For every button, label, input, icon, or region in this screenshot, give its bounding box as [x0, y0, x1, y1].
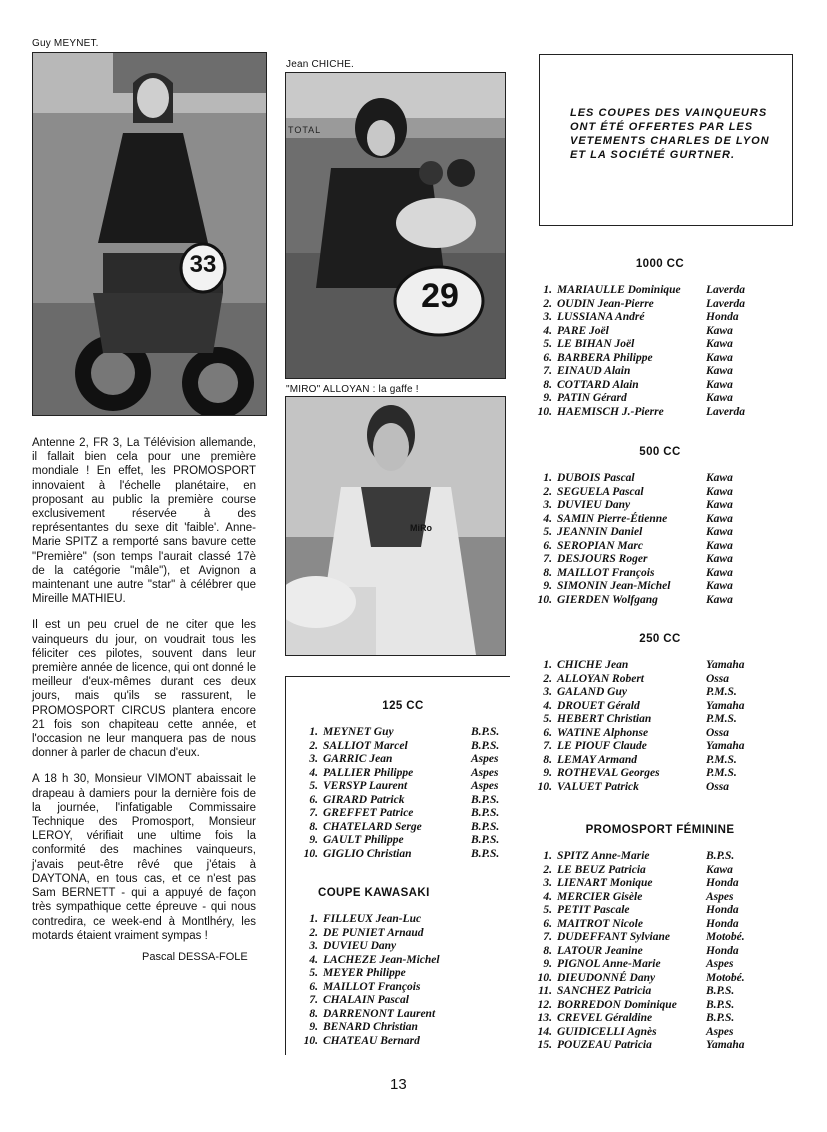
result-row — [530, 754, 790, 768]
result-make: B.P.S. — [471, 847, 500, 860]
photo-caption-miro: "MIRO" ALLOYAN : la gaffe ! — [286, 384, 419, 395]
result-rider-name: LE BIHAN Joël — [557, 338, 635, 350]
result-rank: 1. — [543, 659, 552, 671]
result-rank: 8. — [309, 820, 318, 833]
result-row — [530, 877, 790, 891]
result-make: Laverda — [706, 284, 745, 296]
result-row — [296, 834, 510, 848]
result-make: Yamaha — [706, 740, 745, 752]
result-rank: 4. — [543, 512, 552, 525]
result-rider-name: POUZEAU Patricia — [557, 1039, 652, 1051]
results-125cc — [296, 700, 510, 861]
result-row — [296, 726, 510, 740]
result-make: Ossa — [706, 780, 730, 793]
article-signature: Pascal DESSA-FOLE — [142, 951, 248, 963]
result-rank: 10. — [537, 405, 552, 418]
result-rider-name: DIEUDONNÉ Dany — [557, 971, 656, 984]
result-make: Laverda — [706, 405, 745, 418]
result-make: Kawa — [706, 351, 733, 364]
result-make: Honda — [706, 944, 739, 957]
photo-caption-guy: Guy MEYNET. — [32, 38, 99, 49]
result-rider-name: PETIT Pascale — [557, 904, 630, 916]
result-make: Kawa — [706, 512, 733, 525]
result-rank: 8. — [309, 1007, 318, 1020]
result-row — [530, 526, 790, 540]
result-make: Motobé. — [706, 931, 745, 943]
result-make: B.P.S. — [706, 998, 735, 1011]
result-rider-name: HAEMISCH J.-Pierre — [557, 405, 664, 418]
result-row — [296, 821, 510, 835]
result-row — [530, 891, 790, 905]
result-rank: 15. — [537, 1039, 552, 1051]
result-rider-name: DUVIEU Dany — [557, 499, 631, 511]
result-make: Kawa — [706, 392, 733, 404]
result-rank: 2. — [543, 297, 552, 310]
track-banner-text: TOTAL — [288, 125, 322, 135]
race-plate-number: 33 — [189, 251, 217, 278]
results-title: 500 CC — [639, 446, 681, 458]
result-make: Aspes — [471, 780, 499, 792]
result-rank: 1. — [543, 472, 552, 484]
result-rank: 13. — [537, 1012, 552, 1024]
results-1000cc — [530, 258, 790, 419]
result-rider-name: VERSYP Laurent — [323, 780, 408, 792]
result-make: Kawa — [706, 338, 733, 350]
result-rider-name: LATOUR Jeanine — [557, 944, 643, 957]
result-rider-name: PIGNOL Anne-Marie — [557, 958, 661, 970]
result-make: B.P.S. — [706, 850, 735, 862]
result-rank: 3. — [543, 499, 552, 511]
results-500cc — [530, 446, 790, 607]
result-rank: 7. — [309, 807, 318, 819]
result-row — [530, 1039, 790, 1053]
result-rank: 3. — [309, 940, 318, 952]
result-make: Kawa — [706, 580, 733, 592]
result-make: Ossa — [706, 726, 730, 739]
result-make: Yamaha — [706, 1039, 745, 1051]
result-rider-name: CHATELARD Serge — [323, 820, 422, 833]
result-rank: 1. — [309, 913, 318, 925]
result-row — [530, 284, 790, 298]
result-rider-name: CHICHE Jean — [557, 659, 629, 671]
result-rider-name: DE PUNIET Arnaud — [323, 926, 424, 939]
result-make: Kawa — [706, 863, 733, 876]
result-row — [530, 700, 790, 714]
result-make: Kawa — [706, 566, 733, 579]
result-row — [296, 1021, 510, 1035]
results-title: 250 CC — [639, 633, 681, 645]
result-rider-name: HEBERT Christian — [557, 713, 652, 725]
result-rank: 11. — [538, 985, 552, 997]
result-rider-name: PALLIER Philippe — [323, 766, 414, 779]
result-rank: 5. — [309, 967, 318, 979]
article-paragraph-3: A 18 h 30, Monsieur VIMONT abaissait le drapeau à damiers pour la dernière fois de la journée, l'infatigable Commissaire Technique des Promosport, Monsieur LEROY, vérifiait une ultime fois la conformité des machines vainqueurs, j'avais peut-être rêvé que j'étais à DAYTONA, en tous cas, et ce n'est pas Sam BERNETT - qui a appuyé de façon très sympathique cette épreuve - qui nous contredira, ce week-end à Montlhéry, les motards étaient vraiment sympas ! — [32, 773, 256, 942]
result-make: Aspes — [471, 753, 499, 765]
result-make: P.M.S. — [706, 713, 737, 725]
result-row — [530, 594, 790, 608]
result-rider-name: SEROPIAN Marc — [557, 539, 643, 552]
result-rider-name: LUSSIANA André — [557, 311, 645, 323]
result-rank: 6. — [543, 351, 552, 364]
result-rank: 8. — [543, 753, 552, 766]
result-rider-name: ALLOYAN Robert — [557, 672, 644, 685]
result-row — [530, 567, 790, 581]
result-rider-name: DARRENONT Laurent — [323, 1007, 436, 1020]
article-paragraph-2: Il est un peu cruel de ne citer que les vainqueurs du jour, on voudrait tous les féliciter ces pilotes, souvent dans leur première année de licence, qui ont donné le meilleur d'eux-mêmes durant ces deux jours, mais qu'ils se rassurent, le PROMOSPORT CIRCUS plantera encore 21 fois son chapiteau cette année, et l'occasion ne leur manquera pas de nous donner à parler de chacun d'eux. — [32, 619, 256, 760]
result-rider-name: SAMIN Pierre-Étienne — [557, 512, 668, 525]
result-row — [530, 1012, 790, 1026]
result-row — [530, 659, 790, 673]
result-rider-name: GALAND Guy — [557, 686, 627, 698]
result-rank: 10. — [303, 1034, 318, 1047]
result-rank: 5. — [309, 780, 318, 792]
result-row — [296, 1035, 510, 1049]
result-row — [530, 406, 790, 420]
result-row — [296, 994, 510, 1008]
result-make: Kawa — [706, 378, 733, 391]
results-title: COUPE KAWASAKI — [318, 887, 430, 899]
result-row — [530, 379, 790, 393]
result-rank: 9. — [543, 958, 552, 970]
result-rank: 5. — [543, 338, 552, 350]
result-make: Kawa — [706, 324, 733, 337]
result-rider-name: PARE Joël — [557, 324, 609, 337]
result-rank: 10. — [537, 780, 552, 793]
result-make: B.P.S. — [706, 985, 735, 997]
result-make: P.M.S. — [706, 686, 737, 698]
result-row — [530, 958, 790, 972]
result-rank: 2. — [543, 672, 552, 685]
result-row — [530, 311, 790, 325]
result-rank: 7. — [543, 931, 552, 943]
result-make: P.M.S. — [706, 753, 737, 766]
result-rank: 2. — [309, 739, 318, 752]
result-rider-name: VALUET Patrick — [557, 780, 639, 793]
result-rider-name: GIGLIO Christian — [323, 847, 412, 860]
result-make: Kawa — [706, 593, 733, 606]
result-rank: 9. — [543, 767, 552, 779]
result-make: Aspes — [706, 890, 734, 903]
result-rider-name: MAILLOT François — [557, 566, 655, 579]
result-row — [296, 954, 510, 968]
result-rider-name: SEGUELA Pascal — [557, 485, 644, 498]
result-make: Kawa — [706, 485, 733, 498]
result-rider-name: LEMAY Armand — [557, 753, 637, 766]
result-rank: 1. — [543, 850, 552, 862]
result-row — [296, 740, 510, 754]
result-rider-name: WATINE Alphonse — [557, 726, 649, 739]
result-rank: 4. — [543, 699, 552, 712]
result-make: Honda — [706, 904, 739, 916]
result-row — [530, 945, 790, 959]
sponsor-note-text: LES COUPES DES VAINQUEURS ONT ÉTÉ OFFERTES PAR LES VETEMENTS CHARLES DE LYON ET LA SOCIÉTÉ GURTNER. — [570, 107, 770, 161]
result-row — [296, 807, 510, 821]
result-row — [530, 904, 790, 918]
result-rank: 4. — [309, 766, 318, 779]
result-rider-name: CHATEAU Bernard — [323, 1034, 420, 1047]
result-make: Kawa — [706, 499, 733, 511]
result-rank: 8. — [543, 378, 552, 391]
result-make: B.P.S. — [471, 834, 500, 846]
result-row — [530, 767, 790, 781]
result-rank: 10. — [537, 971, 552, 984]
result-make: B.P.S. — [471, 793, 500, 806]
result-rider-name: LE BEUZ Patricia — [557, 863, 646, 876]
result-rank: 5. — [543, 904, 552, 916]
result-rider-name: BENARD Christian — [323, 1021, 418, 1033]
result-rider-name: LACHEZE Jean-Michel — [323, 953, 440, 966]
result-row — [296, 753, 510, 767]
result-rider-name: DUDEFFANT Sylviane — [557, 931, 670, 943]
result-rider-name: PATIN Gérard — [557, 392, 627, 404]
result-rank: 5. — [543, 526, 552, 538]
result-rank: 9. — [543, 580, 552, 592]
result-row — [530, 513, 790, 527]
result-row — [530, 1026, 790, 1040]
result-make: Kawa — [706, 539, 733, 552]
result-rider-name: OUDIN Jean-Pierre — [557, 297, 654, 310]
result-rank: 9. — [309, 834, 318, 846]
result-row — [296, 981, 510, 995]
result-make: Honda — [706, 877, 739, 889]
result-row — [296, 767, 510, 781]
result-rank: 6. — [309, 793, 318, 806]
race-plate-number: 29 — [421, 277, 459, 315]
result-rider-name: ROTHEVAL Georges — [557, 767, 660, 779]
result-row — [530, 338, 790, 352]
result-make: Kawa — [706, 526, 733, 538]
result-make: Honda — [706, 917, 739, 930]
result-rider-name: DROUET Gérald — [557, 699, 640, 712]
result-rank: 1. — [309, 726, 318, 738]
result-row — [530, 864, 790, 878]
result-rider-name: GUIDICELLI Agnès — [557, 1025, 657, 1038]
result-rank: 4. — [543, 890, 552, 903]
result-rider-name: SIMONIN Jean-Michel — [557, 580, 671, 592]
result-rank: 3. — [309, 753, 318, 765]
result-row — [530, 298, 790, 312]
result-make: Ossa — [706, 672, 730, 685]
result-rider-name: LIENART Monique — [557, 877, 653, 889]
result-rank: 10. — [537, 593, 552, 606]
result-row — [296, 927, 510, 941]
result-rider-name: DUBOIS Pascal — [557, 472, 635, 484]
result-make: Motobé. — [706, 971, 745, 984]
result-rider-name: GREFFET Patrice — [323, 807, 414, 819]
results-title: 1000 CC — [635, 258, 685, 270]
result-rider-name: MAILLOT François — [323, 980, 421, 993]
result-rider-name: MEYNET Guy — [323, 726, 394, 738]
result-make: Yamaha — [706, 699, 745, 712]
result-row — [296, 794, 510, 808]
result-make: B.P.S. — [471, 739, 500, 752]
photo-miro-alloyan — [285, 396, 506, 656]
result-rank: 10. — [303, 847, 318, 860]
result-rank: 8. — [543, 944, 552, 957]
sponsor-note — [570, 106, 775, 162]
result-rider-name: DESJOURS Roger — [557, 553, 648, 565]
photo-jean-chiche — [285, 72, 506, 379]
result-row — [296, 913, 510, 927]
result-row — [530, 727, 790, 741]
article-paragraph-1: Antenne 2, FR 3, La Télévision allemande, il fallait bien cela pour une première mondiale ! En effet, les PROMOSPORT innovaient à l'échelle planétaire, en proposant au public la première course exclusivement réservée à des représentantes du sexe dit 'faible'. Anne-Marie SPITZ a remporté sans bavure cette "Première" (son temps l'aurait classé 17è de la catégorie "mâle"), et Avignon a maintenant une autre "star" à célébrer que Mireille MATHIEU. — [32, 437, 256, 606]
result-rider-name: CREVEL Géraldine — [557, 1012, 653, 1024]
result-make: Laverda — [706, 297, 745, 310]
result-row — [530, 686, 790, 700]
result-rider-name: SALLIOT Marcel — [323, 739, 408, 752]
result-rank: 7. — [543, 553, 552, 565]
result-rider-name: EINAUD Alain — [557, 365, 631, 377]
result-row — [530, 472, 790, 486]
result-rider-name: GARRIC Jean — [323, 753, 393, 765]
result-row — [530, 486, 790, 500]
results-250cc — [530, 633, 790, 794]
result-row — [296, 848, 510, 862]
result-row — [530, 325, 790, 339]
result-rank: 3. — [543, 311, 552, 323]
result-make: B.P.S. — [471, 726, 500, 738]
result-rider-name: GIERDEN Wolfgang — [557, 593, 658, 606]
result-rank: 2. — [543, 863, 552, 876]
result-rider-name: MARIAULLE Dominique — [557, 284, 681, 296]
result-row — [530, 999, 790, 1013]
result-rank: 6. — [543, 917, 552, 930]
result-rider-name: CHALAIN Pascal — [323, 994, 409, 1006]
result-row — [296, 1008, 510, 1022]
result-rank: 8. — [543, 566, 552, 579]
result-make: Aspes — [471, 766, 499, 779]
result-make: P.M.S. — [706, 767, 737, 779]
result-row — [530, 850, 790, 864]
result-make: Kawa — [706, 553, 733, 565]
result-rank: 5. — [543, 713, 552, 725]
photo-guy-meynet — [32, 52, 267, 416]
result-rank: 7. — [543, 365, 552, 377]
jacket-lettering: MiRo — [410, 523, 432, 533]
result-rider-name: JEANNIN Daniel — [557, 526, 643, 538]
result-row — [530, 365, 790, 379]
result-make: Kawa — [706, 472, 733, 484]
result-row — [530, 352, 790, 366]
result-row — [530, 673, 790, 687]
result-rank: 2. — [543, 485, 552, 498]
result-row — [530, 740, 790, 754]
result-rank: 14. — [537, 1025, 552, 1038]
result-rider-name: FILLEUX Jean-Luc — [323, 913, 422, 925]
article-body — [32, 436, 256, 955]
result-row — [530, 540, 790, 554]
result-rank: 9. — [543, 392, 552, 404]
result-make: B.P.S. — [706, 1012, 735, 1024]
result-rider-name: MEYER Philippe — [323, 967, 406, 979]
results-feminine — [530, 824, 790, 1053]
result-row — [530, 499, 790, 513]
result-rank: 2. — [309, 926, 318, 939]
result-rank: 3. — [543, 686, 552, 698]
result-row — [530, 553, 790, 567]
result-rider-name: MERCIER Gisèle — [557, 890, 643, 903]
result-row — [296, 940, 510, 954]
result-rank: 7. — [543, 740, 552, 752]
result-rank: 12. — [537, 998, 552, 1011]
result-make: B.P.S. — [471, 807, 500, 819]
result-make: Yamaha — [706, 659, 745, 671]
result-rank: 9. — [309, 1021, 318, 1033]
result-rider-name: SANCHEZ Patricia — [557, 985, 652, 997]
result-rank: 4. — [543, 324, 552, 337]
results-title: 125 CC — [382, 700, 424, 712]
result-rank: 6. — [543, 726, 552, 739]
result-rank: 1. — [543, 284, 552, 296]
result-make: B.P.S. — [471, 820, 500, 833]
result-rider-name: LE PIOUF Claude — [557, 740, 647, 752]
result-rider-name: BORREDON Dominique — [557, 998, 677, 1011]
result-make: Aspes — [706, 1025, 734, 1038]
results-coupe-kawasaki — [296, 887, 510, 1048]
result-make: Kawa — [706, 365, 733, 377]
result-row — [530, 781, 790, 795]
result-rider-name: DUVIEU Dany — [323, 940, 397, 952]
result-rank: 3. — [543, 877, 552, 889]
result-row — [530, 918, 790, 932]
result-row — [530, 972, 790, 986]
result-rider-name: COTTARD Alain — [557, 378, 639, 391]
result-row — [530, 580, 790, 594]
result-row — [296, 967, 510, 981]
result-rider-name: GIRARD Patrick — [323, 793, 405, 806]
result-rank: 6. — [309, 980, 318, 993]
result-row — [530, 392, 790, 406]
photo-caption-jean: Jean CHICHE. — [286, 59, 354, 70]
page-number: 13 — [390, 1076, 407, 1093]
result-rider-name: GAULT Philippe — [323, 834, 404, 846]
results-title: PROMOSPORT FÉMININE — [585, 824, 735, 836]
result-row — [530, 985, 790, 999]
result-row — [296, 780, 510, 794]
result-rider-name: MAITROT Nicole — [557, 917, 643, 930]
result-row — [530, 713, 790, 727]
result-rank: 7. — [309, 994, 318, 1006]
result-rider-name: BARBERA Philippe — [557, 351, 653, 364]
result-row — [530, 931, 790, 945]
result-make: Aspes — [706, 958, 734, 970]
result-make: Honda — [706, 311, 739, 323]
result-rider-name: SPITZ Anne-Marie — [557, 850, 650, 862]
result-rank: 6. — [543, 539, 552, 552]
result-rank: 4. — [309, 953, 318, 966]
